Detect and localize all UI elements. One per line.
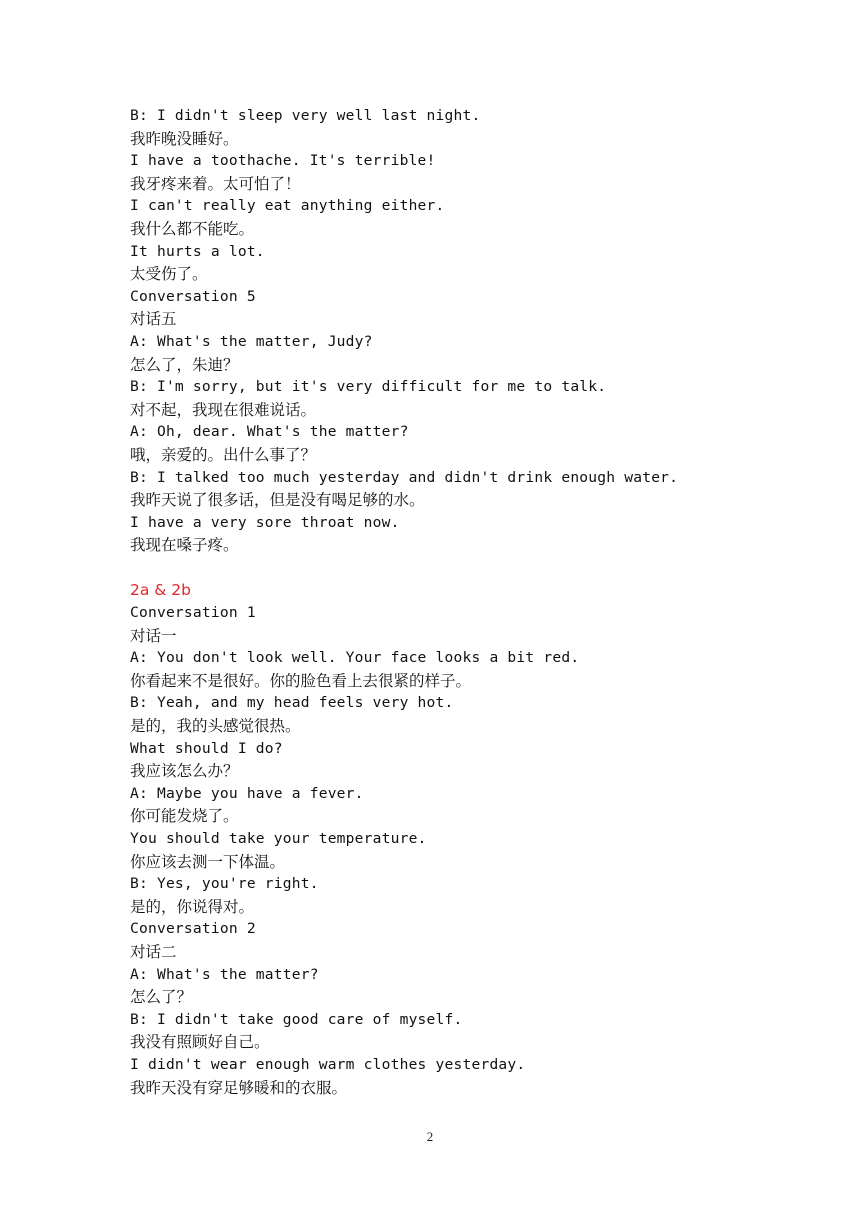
- english-line: What should I do?: [130, 739, 283, 757]
- english-line: A: Maybe you have a fever.: [130, 784, 364, 802]
- english-line: Conversation 2: [130, 920, 256, 938]
- english-line: B: I didn't sleep very well last night.: [130, 107, 481, 124]
- dialogue-block-1: [130, 105, 810, 557]
- english-line: B: Yes, you're right.: [130, 875, 319, 893]
- english-line: A: What's the matter, Judy?: [130, 332, 373, 350]
- chinese-line: 对话一: [130, 626, 177, 645]
- chinese-line: 是的，你说得对。: [130, 897, 255, 916]
- chinese-line: 你应该去测一下体温。: [130, 852, 286, 871]
- chinese-line: 我应该怎么办？: [130, 762, 239, 781]
- chinese-line: 我没有照顾好自己。: [130, 1033, 270, 1052]
- chinese-line: 对不起，我现在很难说话。: [130, 400, 317, 419]
- chinese-line: 对话五: [130, 310, 177, 329]
- paragraph-gap: [130, 557, 810, 580]
- chinese-line: 是的，我的头感觉很热。: [130, 717, 301, 736]
- page-number: 2: [426, 1129, 434, 1144]
- chinese-line: 怎么了，朱迪？: [130, 355, 239, 374]
- chinese-line: 哦，亲爱的。出什么事了？: [130, 445, 317, 464]
- english-line: B: Yeah, and my head feels very hot.: [130, 694, 454, 712]
- chinese-line: 我什么都不能吃。: [130, 219, 255, 238]
- section-heading: 2a & 2b: [130, 581, 192, 600]
- english-line: I didn't wear enough warm clothes yesterday.: [130, 1055, 526, 1073]
- english-line: I have a very sore throat now.: [130, 513, 400, 531]
- english-line: It hurts a lot.: [130, 242, 265, 260]
- english-line: You should take your temperature.: [130, 830, 427, 847]
- english-line: A: What's the matter?: [130, 965, 319, 983]
- chinese-line: 怎么了？: [130, 988, 193, 1007]
- chinese-line: 我昨晚没睡好。: [130, 129, 239, 148]
- chinese-line: 我昨天没有穿足够暖和的衣服。: [130, 1078, 348, 1097]
- english-line: Conversation 1: [130, 604, 256, 622]
- chinese-line: 你可能发烧了。: [130, 807, 239, 826]
- english-line: A: Oh, dear. What's the matter?: [130, 423, 409, 441]
- chinese-line: 对话二: [130, 942, 177, 961]
- document-body: [130, 105, 810, 1099]
- chinese-line: 太受伤了。: [130, 265, 208, 284]
- chinese-line: 我牙疼来着。太可怕了！: [130, 174, 301, 193]
- english-line: A: You don't look well. Your face looks a bit red.: [130, 649, 580, 667]
- english-line: I can't really eat anything either.: [130, 197, 445, 215]
- english-line: B: I'm sorry, but it's very difficult for me to talk.: [130, 378, 607, 396]
- english-line: Conversation 5: [130, 287, 256, 305]
- english-line: B: I didn't take good care of myself.: [130, 1010, 463, 1028]
- english-line: B: I talked too much yesterday and didn't drink enough water.: [130, 468, 679, 486]
- chinese-line: 我现在嗓子疼。: [130, 536, 239, 555]
- chinese-line: 我昨天说了很多话，但是没有喝足够的水。: [130, 491, 425, 510]
- dialogue-block-2: [130, 602, 810, 1099]
- chinese-line: 你看起来不是很好。你的脸色看上去很紧的样子。: [130, 671, 472, 690]
- english-line: I have a toothache. It's terrible!: [130, 152, 436, 170]
